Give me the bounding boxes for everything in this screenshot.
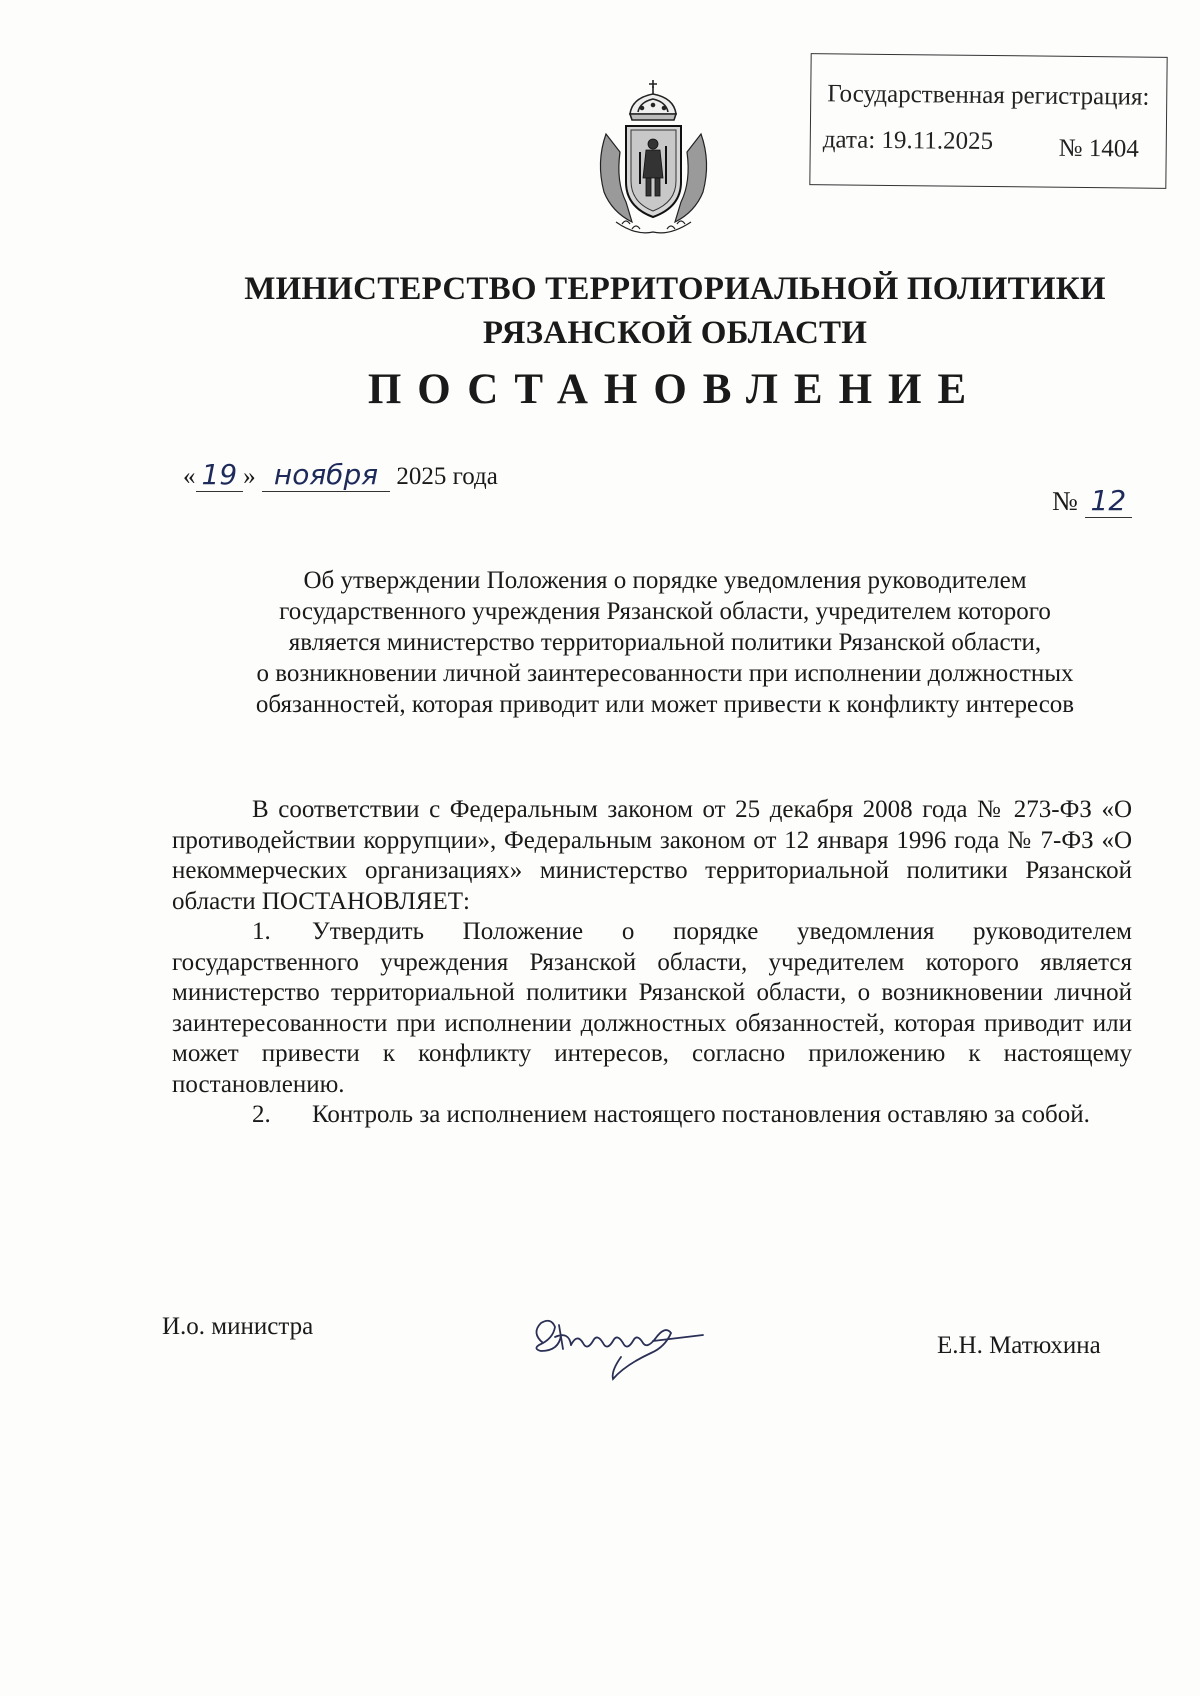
date-month: ноября	[262, 458, 390, 492]
registration-number-value: 1404	[1088, 135, 1139, 163]
date-close-quote: »	[243, 463, 256, 490]
item-number: 2.	[252, 1101, 271, 1128]
signatory-role: И.о. министра	[162, 1313, 314, 1340]
date-day: 19	[196, 458, 244, 492]
registration-stamp	[809, 53, 1167, 189]
date-year: 2025 года	[396, 463, 498, 490]
ministry-name-line1: МИНИСТЕРСТВО ТЕРРИТОРИАЛЬНОЙ ПОЛИТИКИ	[244, 271, 1106, 307]
subject-line: обязанностей, которая приводит или может привести к конфликту интересов	[255, 691, 1075, 718]
date-open-quote: «	[183, 463, 196, 490]
ministry-name-line2: РЯЗАНСКОЙ ОБЛАСТИ	[482, 315, 868, 351]
document-date	[183, 458, 498, 492]
ministry-name	[0, 267, 1200, 355]
item-text: Контроль за исполнением настоящего постановления оставляю за собой.	[312, 1101, 1090, 1128]
subject-line: государственного учреждения Рязанской области, учредителем которого	[279, 598, 1051, 625]
registration-number	[1059, 135, 1139, 164]
document-number-value: 12	[1085, 484, 1133, 518]
document-number	[1052, 484, 1132, 518]
item-number: 1.	[252, 918, 271, 945]
registration-number-label: №	[1058, 134, 1083, 162]
body-item-2	[172, 1100, 1132, 1131]
subject-line: является министерство территориальной политики Рязанской области,	[288, 629, 1042, 656]
document-body	[172, 795, 1132, 1131]
registration-date-label: дата:	[822, 126, 876, 154]
body-item-1	[172, 917, 1132, 1100]
signatory-name: Е.Н. Матюхина	[937, 1332, 1101, 1359]
item-text: Утвердить Положение о порядке уведомления руководителем государственного учреждения Рязанской области, учредителем которого является министерство территориальной политики Рязанской области, о возникновении личной заинтересованности при исполнении должностных обязанностей, которая приводит или может привести к конфликту интересов, согласно приложению к настоящему постановлению.	[172, 918, 1132, 1098]
document-type-title: ПОСТАНОВЛЕНИЕ	[367, 366, 983, 413]
registration-date-value: 19.11.2025	[881, 126, 994, 156]
registration-title: Государственная регистрация:	[827, 80, 1150, 111]
subject-line: о возникновении личной заинтересованности при исполнении должностных	[256, 660, 1074, 687]
registration-date	[823, 126, 994, 156]
preamble-paragraph: В соответствии с Федеральным законом от 25 декабря 2008 года № 273-ФЗ «О противодействии коррупции», Федеральным законом от 12 января 1996 года № 7-ФЗ «О некоммерческих организациях» министерство территориальной политики Рязанской области ПОСТАНОВЛЯЕТ:	[172, 796, 1132, 915]
coat-of-arms-icon	[586, 72, 721, 242]
document-subject	[195, 565, 1135, 720]
subject-line: Об утверждении Положения о порядке уведомления руководителем	[303, 567, 1027, 594]
document-number-label: №	[1052, 486, 1078, 516]
handwritten-signature-icon	[525, 1305, 715, 1385]
